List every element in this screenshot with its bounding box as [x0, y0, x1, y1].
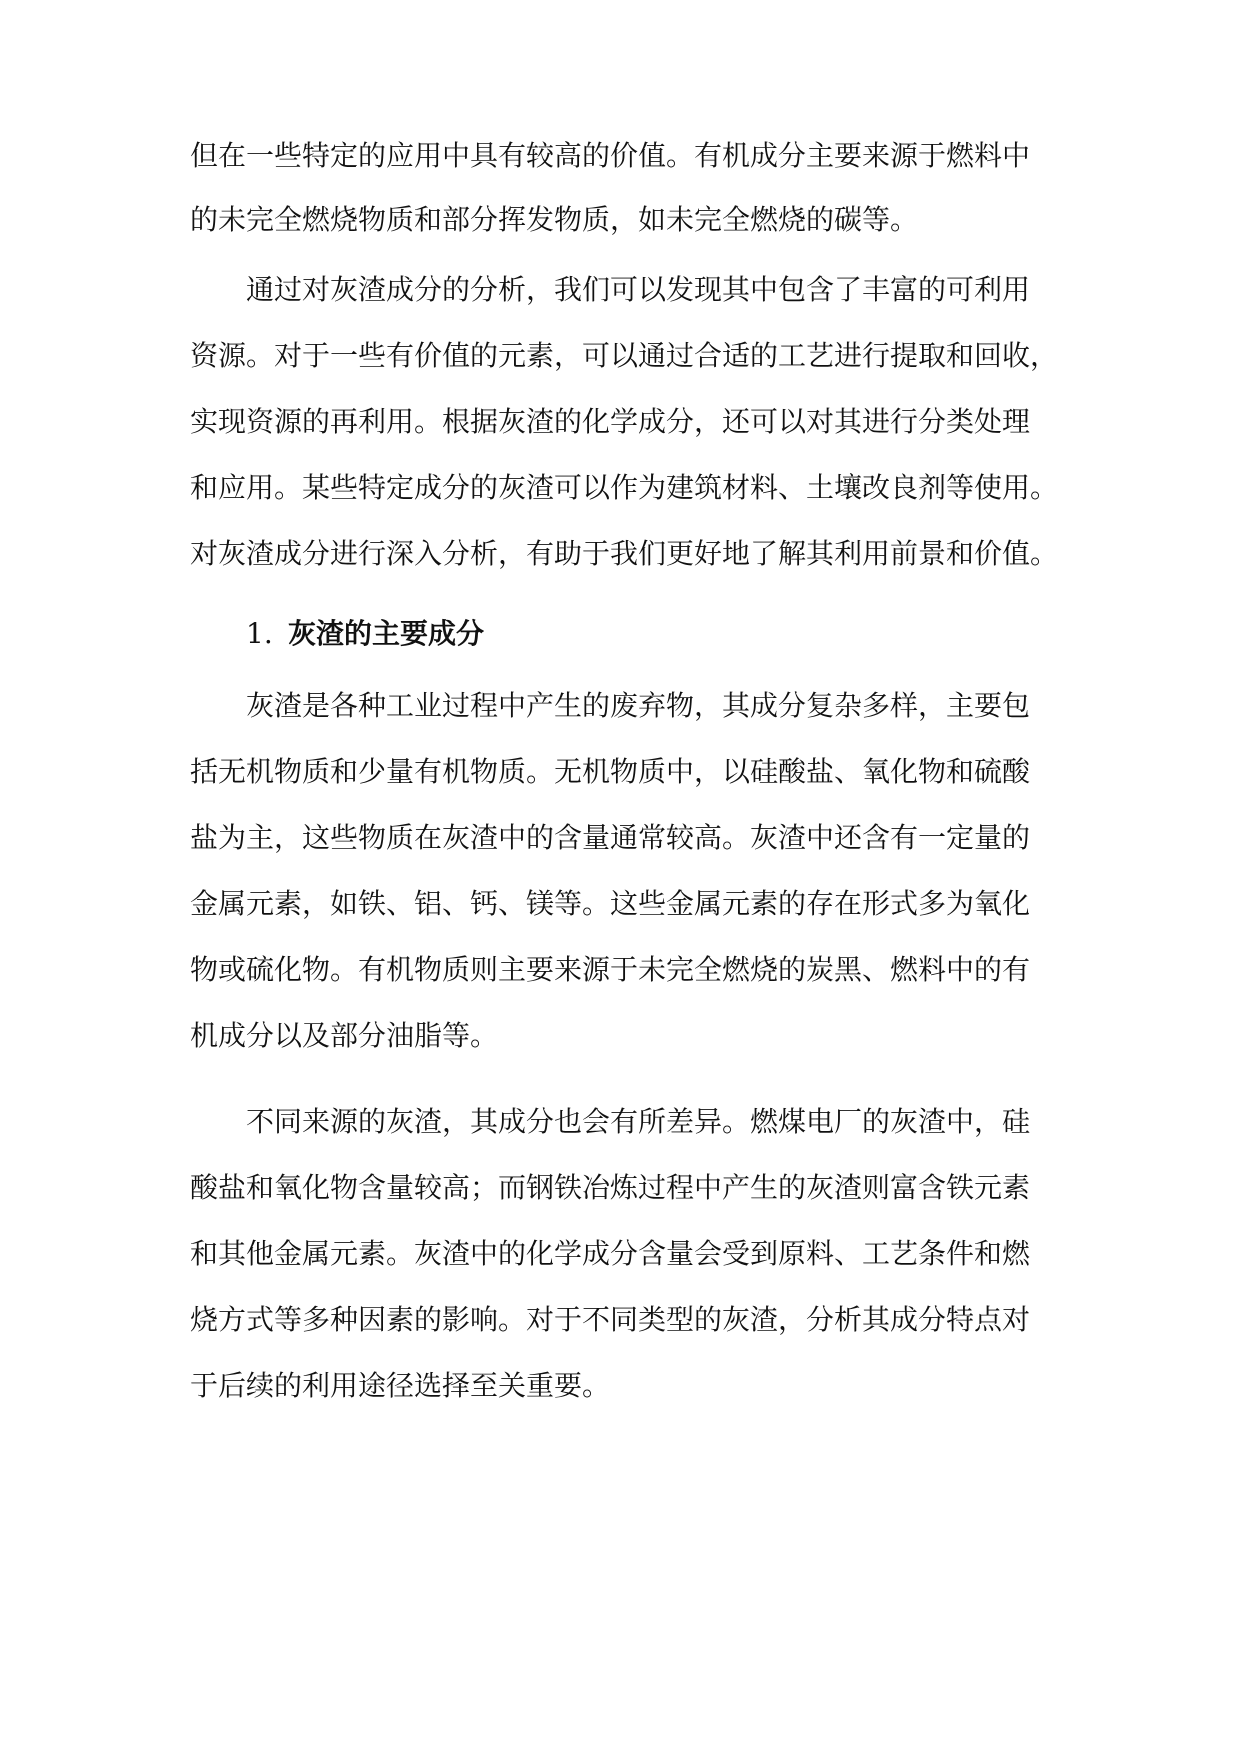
paragraph-line: 和应用。某些特定成分的灰渣可以作为建筑材料、土壤改良剂等使用。 [190, 471, 1059, 504]
section-title: 灰渣的主要成分 [288, 617, 485, 650]
section-number: 1. [246, 617, 273, 650]
paragraph-line: 烧方式等多种因素的影响。对于不同类型的灰渣，分析其成分特点对 [190, 1303, 1031, 1336]
paragraph-line: 和其他金属元素。灰渣中的化学成分含量会受到原料、工艺条件和燃 [190, 1237, 1031, 1270]
paragraph-line: 不同来源的灰渣，其成分也会有所差异。燃煤电厂的灰渣中，硅 [246, 1105, 1031, 1138]
paragraph-line: 机成分以及部分油脂等。 [190, 1019, 499, 1052]
paragraph-line: 物或硫化物。有机物质则主要来源于未完全燃烧的炭黑、燃料中的有 [190, 953, 1031, 986]
paragraph-line: 的未完全燃烧物质和部分挥发物质，如未完全燃烧的碳等。 [190, 203, 919, 236]
paragraph-line: 金属元素，如铁、铝、钙、镁等。这些金属元素的存在形式多为氧化 [190, 887, 1031, 920]
paragraph-line: 通过对灰渣成分的分析，我们可以发现其中包含了丰富的可利用 [246, 273, 1031, 306]
paragraph-line: 于后续的利用途径选择至关重要。 [190, 1369, 611, 1402]
paragraph-line: 实现资源的再利用。根据灰渣的化学成分，还可以对其进行分类处理 [190, 405, 1031, 438]
paragraph-line: 灰渣是各种工业过程中产生的废弃物，其成分复杂多样，主要包 [246, 689, 1031, 722]
section-heading [246, 614, 484, 654]
paragraph-line: 括无机物质和少量有机物质。无机物质中，以硅酸盐、氧化物和硫酸 [190, 755, 1031, 788]
paragraph-line: 资源。对于一些有价值的元素，可以通过合适的工艺进行提取和回收， [190, 339, 1059, 372]
paragraph-line: 盐为主，这些物质在灰渣中的含量通常较高。灰渣中还含有一定量的 [190, 821, 1031, 854]
paragraph-line: 对灰渣成分进行深入分析，有助于我们更好地了解其利用前景和价值。 [190, 537, 1059, 570]
paragraph-line: 但在一些特定的应用中具有较高的价值。有机成分主要来源于燃料中 [190, 139, 1031, 172]
paragraph-line: 酸盐和氧化物含量较高；而钢铁冶炼过程中产生的灰渣则富含铁元素 [190, 1171, 1031, 1204]
